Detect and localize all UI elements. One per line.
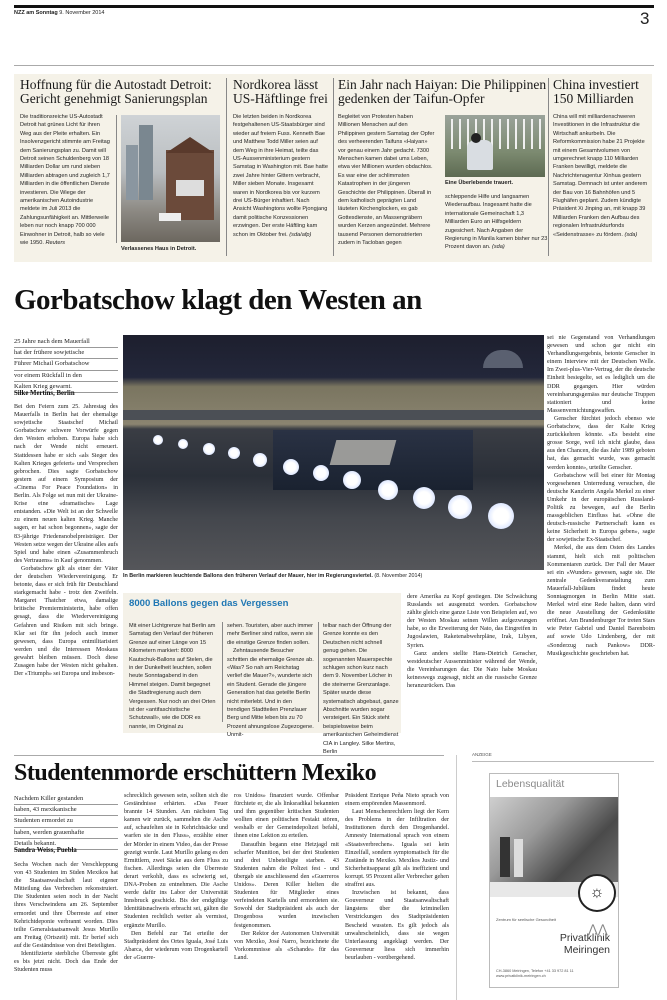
ad-tagline: Zentrum für seelische Gesundheit <box>496 917 557 922</box>
mountain-logo-icon: ⋀⋀ <box>588 922 608 936</box>
article-author: Silke Mertins, Berlin <box>14 390 75 397</box>
detroit-photo <box>121 115 220 242</box>
brief-haiyan <box>338 78 548 106</box>
article-column-4: Präsident Enrique Peña Nieto sprach von einem empörenden Massenmord. Laut Menschenrechtlern liegt der Kern des Problems in der Infiltration der Institutionen durch den Drogenhandel. Amnesty International sprach von einem «Staatsverbrechen». Iguala sei kein Einzelfall, sondern symptomatisch für die Zustände in Mexiko. Mexikos Justiz- und Sicherheitsapparat gilt als ineffizient und korrupt. 95 Prozent aller Verbrecher gehen straffrei aus. Inzwischen ist bekannt, dass Gouverneur und Staatsanwaltschaft längstens über die kriminellen Verstrickungen des Stadtpräsidenten Bescheid wussten. Es gilt jedoch als unwahrscheinlich, dass sie wegen Unterlassung angeklagt werden. Der Gouverneur liess sich immerhin beurlauben - vorübergehend. <box>345 793 449 961</box>
column-rule <box>318 622 319 722</box>
roof-shape <box>166 137 214 153</box>
article-column-1: Sechs Wochen nach der Verschleppung von 43 Studenten im Süden Mexikos hat die Staatsanwaltschaft laut eigener Mitteilung das Verbrechen rekonstruiert. Die Studenten seien noch in der Nacht ihres Verschwindens am 26. September ermordet und ihre Überreste auf einer Kehrichtdeponie verbrannt worden. Dies teilte Generalstaatsanwalt Jesus Murillo am Freitag (Ortszeit) mit. Er berief sich auf die Geständnisse von drei Beteiligten. Identifizierte sterbliche Überreste gibt es bis jetzt nicht. Doch das Ende der Studenten muss <box>14 862 118 974</box>
article-lead: 25 Jahre nach dem Mauerfall hat der frühere sowjetische Führer Michail Gorbatschow vor einem Rückfall in den Kalten Krieg gewarnt. <box>14 337 118 393</box>
balloon <box>313 465 329 481</box>
article-column-2: dere Amerika zu Kopf gestiegen. Die Schwächung Russlands sei ausgenutzt worden. Gorbatschow zählte gleich eine ganze Liste von Beispielen auf, wo der Westen Moskau seinen Willen aufgezwungen habe, so die Erweiterung der Nato, das Eingreifen in Jugoslawien, Raketenabwehrpläne, Irak, Libyen, Syrien. Ganz anders stellte Hans-Dietrich Genscher, westdeutscher Aussenminister während der Wende, die Vereinbarungen dar. Die Nato habe Moskau keineswegs zugesagt, nicht an die russische Grenze heranzurücken. Das <box>407 594 537 690</box>
section-divider <box>14 65 654 66</box>
balloon <box>228 447 240 459</box>
article-column-3: ros Unidos» finanziert wurde. Offenbar fürchtete er, die als linksradikal bekannten und ihm gegenüber kritischen Studenten wollten einen politischen Festakt stören, weshalb er der Gemeindepolizei befahl, ihnen eine Lektion zu erteilen. Daraufhin begann eine Hetzjagd mit scharfer Munition, bei der drei Studenten und drei Unbeteiligte starben. 43 Studenten nahm die Polizei fest - und übergab sie anschliessend den «Guerreros Unidos». Deren Killer hielten die Studenten für Mitglieder eines verfeindeten Kartells und ermordeten sie. Sowohl der Stadtpräsident als auch der Drogenboss wurden inzwischen festgenommen. Der Rektor der Autonomen Universität von Mexiko, José Narro, bezeichnete die Vorkommnisse als «Schande» für das Land. <box>234 793 339 961</box>
brief-detroit <box>20 78 220 106</box>
column-rule <box>226 78 227 256</box>
brief-headline[interactable]: China investiert 150 Milliarden <box>553 77 639 106</box>
person-shape <box>514 839 523 877</box>
balloon <box>253 453 267 467</box>
brief-china <box>553 78 648 106</box>
balloon <box>488 503 514 529</box>
photo-caption: Verlassenes Haus in Detroit. <box>121 246 197 252</box>
brief-text-continued: schleppende Hilfe und langsamen Wiederaufbau. Insgesamt hatte die internationale Gemeinschaft 1,3 Milliarden Euro an Hilfsgeldern zugesichert. Nach Angaben der Regierung in Manila kamen bisher nur 23 Prozent davon an. (sda) <box>445 194 548 251</box>
main-headline[interactable]: Gorbatschow klagt den Westen an <box>14 284 422 316</box>
mourner-shape <box>467 140 493 170</box>
article-column-1: Bei den Feiern zum 25. Jahrestag des Mauerfalls in Berlin hat der ehemalige sowjetische Staatschef Michail Gorbatschow schwere Vorwürfe gegen den Westen erhoben. Europa habe sich nach der Wende nicht erneuert. Stattdessen habe er sich «als Sieger des Kalten Krieges gefeiert» und Versprechen gebrochen. Dies sagte Gorbatschow gestern auf einem Symposium der «Cinema For Peace Foundation» in Berlin. Als Folge sei nun mit der Ukraine-Krise eine «dramatische» Lage entstanden. «Die Welt ist an der Schwelle zu einem neuen kalten Krieg. Manche sagen, er hat schon begonnen», sagte der 83-jährige Friedensnobelpreisträger. Der Westen setze wegen der Ukraine alles aufs Spiel und habe einen «Zusammenbruch des Vertrauens» in Kauf genommen. Gorbatschow gilt als einer der Väter der deutschen Wiedervereinigung. Er betonte, dass er sich früh für Deutschland starkgemacht habe - trotz den Zweifeln. Margaret Thatcher etwa, damalige britische Premierministerin, habe offen gesagt, dass die Wiedervereinigung Gefahren und Risiken mit sich bringe. Klar sei für ihn jedoch auch immer gewesen, dass Europa entmilitarisiert werden und die Interessen Moskaus gewahrt bleiben müssen. Doch diese Zusagen habe der Westen nicht gehalten. Der «Triumph» sei Europa und insbeson- <box>14 404 118 678</box>
truck-shape <box>159 213 181 221</box>
masthead <box>14 10 104 16</box>
mourner-head <box>471 133 481 143</box>
brief-text: Begleitet von Protesten haben Millionen Menschen auf den Philippinen gestern Samstag der Opfer des verheerenden Taifuns «Haiyan» vor genau einem Jahr gedacht. 7300 Menschen kamen dabei ums Leben, etwa vier Millionen wurden obdachlos. Es war eine der schlimmsten Katastrophen in der jüngeren Geschichte der Philippinen. Überall in dem katholisch geprägten Land läuteten Kirchenglocken, es gab Gottesdienste, an Massengräbern wurden Kerzen angezündet. Mehrere tausend Personen demonstrierten zudem in Tacloban gegen <box>338 114 435 247</box>
column-rule <box>222 622 223 722</box>
photo-caption: Eine Überlebende trauert. <box>445 180 514 186</box>
haiyan-photo <box>445 115 545 177</box>
column-rule <box>548 78 549 256</box>
bridge-shape <box>123 410 544 420</box>
infobox-title[interactable]: 8000 Ballons gegen das Vergessen <box>129 598 289 609</box>
balloon <box>448 495 472 519</box>
porch-shape <box>176 180 204 196</box>
section-divider <box>14 755 444 756</box>
brief-text: Die letzten beiden in Nordkorea festgehaltenen US-Staatsbürger sind wieder auf freiem Fuss. Kenneth Bae und Matthew Todd Miller seien auf dem Weg in ihre Heimat, teilte das US-Aussenministerium gestern Samstag in Washington mit. Bae hatte zwei Jahre hinter Gittern verbracht, Miller sieben Monate. Insgesamt waren in Nordkorea bis vor kurzem drei US-Bürger inhaftiert. Nach Ansicht Washingtons wollte Pjongjang damit politische Konzessionen erzwingen. Der erste Häftling kam schon im Oktober frei. (sda/afp) <box>233 114 328 238</box>
balloon <box>203 443 215 455</box>
infobox-column-2: sehen. Touristen, aber auch immer mehr Berliner sind ratlos, wenn sie die einstige Grenze finden sollen. Zehntausende Besucher schritten die ehemalige Grenze ab. «Was? So nah am Reichstag verlief die Mauer?», wunderte sich ein Student. Gerade die jüngere Generation hat das geteilte Berlin nicht miterlebt. Und in den trendigen Stadtteilen Prenzlauer Berg und Mitte leben bis zu 70 Prozent ahnungslose Zugezogene. Unmit- <box>227 623 314 739</box>
ad-contact: CH-3860 Meiringen, Telefon +41 33 972 81 11 www.privatklinik-meiringen.ch <box>496 969 574 978</box>
second-headline[interactable]: Studentenmorde erschüttern Mexiko <box>14 760 377 786</box>
article-column-2: schrecklich gewesen sein, sollten sich die Geständnisse erhärten. «Das Feuer brannte 14 Stunden. Am nächsten Tag kamen wir zurück, sammelten die Asche auf, schaufelten sie in Kehrichtsäcke und warfen sie in den Fluss», erzählte einer der Mörder in einem Video, das der Presse gezeigt wurde. Laut Murillo gelang es den Ermittlern, zwei Säcke aus dem Fluss zu fischen. Allerdings seien die Überreste derart verkohlt, dass es schwierig sei, DNA-Proben zu entnehmen. Die Asche werde dafür ins Labor der Universität Innsbruck geschickt. Bis der endgültige Identitätsnachweis erbracht sei, gälten die Studenten rechtlich weiter als vermisst, ergänzte Murillo. Den Befehl zur Tat erteilte der Stadtpräsident des Ortes Iguala, José Luis Abarca, der wiederum vom Drogenkartell der «Guerre- <box>124 793 228 961</box>
balloon <box>413 487 435 509</box>
brief-text: Die traditionsreiche US-Autostadt Detroit hat grünes Licht für ihren Weg aus der Pleite erhalten. Ein Insolvenzgericht stimmte am Freitag dem Sanierungsplan zu. Damit will Detroit seinen Schuldenberg von 18 Milliarden Dollar um rund sieben Milliarden abtragen und zugleich 1,7 Milliarden in die öffentlichen Dienste investieren. Die Wiege der amerikanischen Autoindustrie meldete im Juli 2013 die Zahlungsunfähigkeit an. Mittlerweile leben nur noch knapp 700 000 Einwohner in Detroit, halb so viele wie 1950. Reuters <box>20 114 110 247</box>
column-rule <box>116 115 117 243</box>
paper-name: NZZ am Sonntag <box>14 10 58 16</box>
brief-headline[interactable]: Nordkorea lässt US-Häftlinge frei <box>233 77 328 106</box>
issue-date: 9. November 2014 <box>59 10 105 16</box>
page-number: 3 <box>640 9 650 28</box>
brief-headline[interactable]: Ein Jahr nach Haiyan: Die Philippinen gedenken der Taifun-Opfer <box>338 77 547 106</box>
column-rule <box>456 755 457 1000</box>
brief-nordkorea <box>233 78 328 106</box>
boat-shape <box>330 440 397 465</box>
infobox-column-3: telbar nach der Öffnung der Grenze konnte es den Deutschen nicht schnell genug gehen. Die sogenannten Mauerspechte schlugen schon kurz nach dem 9. November Löcher in die steinerne Grenzanlage. Später wurde diese systematisch abgebaut, ganze Abschnitte wurden sogar versteigert. Ein Stück steht beispielsweise beim amerikanischen Geheimdienst CIA in Langley. Silke Mertins, Berlin <box>323 623 399 756</box>
crosses-shape <box>445 119 545 149</box>
infobox-column-1: Mit einer Lichtgrenze hat Berlin am Samstag den Verlauf der früheren Grenze auf einer Länge von 15 Kilometern markiert: 8000 Kautschuk-Ballons auf Stelen, die in der Dunkelheit leuchten, sollen heute Sonntagabend in den Himmel steigen. Damit begegnet die Stadtregierung auch dem Vergessen. Nur noch an drei Orten ist der «antifaschistische Schutzwall», wie die DDR es nannte, im Original zu <box>129 623 216 730</box>
balloon <box>153 435 163 445</box>
advertisement[interactable] <box>489 773 619 988</box>
article-author: Sandra Weiss, Puebla <box>14 847 77 854</box>
balloon <box>343 471 361 489</box>
tower-shape <box>126 145 138 200</box>
article-column-3: sei nie Gegenstand von Verhandlungen gewesen und schon gar nicht ein Verhandlungsergebnis, betonte Genscher in einem Interview mit der Deutschen Welle. Im Zwei-plus-Vier-Vertrag, der die deutsche Einheit besiegelte, sei es lediglich um die DDR gegangen. Hier würden vereinbarungsgemäss nur deutsche Truppen stationiert und keine Massenvernichtungswaffen. Genscher fürchtet jedoch ebenso wie Gorbatschow, dass der Kalte Krieg zurückkehren könnte. «Es besteht eine grosse Sorge, weil ich nicht glaube, dass aus den Chancen, die das Jahr 1989 geboten hat, das gemacht wurde, was gemacht werden konnte», urteilte Genscher. Gorbatschow will bei einer für Montag vorgesehenen Unterredung versuchen, die deutsche Kanzlerin Angela Merkel zu einer Umkehr in der europäischen Russland-Politik zu bewegen, auf die Berlin massgeblichen Einfluss hat. «Ohne die deutsch-russische Partnerschaft kann es keine Sicherheit in Europa geben», sagte der sowjetische Ex-Staatschef. Merkel, die aus dem Osten des Landes stammt, hielt sich mit politischen Kommentaren zurück. Der Fall der Mauer sei ein «Wunder» gewesen, sagte sie. Die zentrale Gedenkveranstaltung zum Mauerfall-Jubiläum findet heute Sonntagmorgen in Berlin Mitte statt. Merkel wird eine Rede halten, dann wird die neue Ausstellung der Gedenkstätte eröffnet. Am Brandenburger Tor treten Stars wie Peter Gabriel und Daniel Barenboim auf sowie Udo Lindenberg, der mit «Sonderzug nach Pankow» DDR-Musikgeschichte geschrieben hat. <box>547 335 655 657</box>
reichstag-dome <box>483 350 523 368</box>
ad-title: Lebensqualität <box>496 778 565 790</box>
article-lead: Nachdem Killer gestanden haben, 43 mexikanische Studenten ermordet zu haben, werden grauenhafte Details bekannt. <box>14 794 118 850</box>
ad-brand: Privatklinik Meiringen <box>559 932 610 956</box>
column-rule <box>333 78 334 256</box>
photo-caption: In Berlin markieren leuchtende Ballons den früheren Verlauf der Mauer, hier im Regierungsviertel. (8. November 2014) <box>123 573 423 579</box>
sun-seal-icon: ☼ <box>578 874 616 912</box>
masthead-rule <box>14 5 654 8</box>
tower-shape <box>139 125 153 200</box>
balloon <box>178 439 188 449</box>
ad-rule <box>472 761 654 762</box>
person-shape <box>500 837 510 877</box>
brief-text: China will mit milliardenschweren Investitionen in die Infrastruktur die Wirtschaft ankurbeln. Die Reformkommission habe 21 Projekte mit einem Gesamtvolumen von umgerechnet knapp 110 Milliarden Franken bewilligt, meldete die Nachrichtenagentur Xinhua gestern Samstag. Demnach ist unter anderem der Bau von 16 Bahnhöfen und 5 Flughäfen geplant. Zudem kündigte Präsident Xi Jinping an, mit knapp 39 Milliarden Franken den Aufbau des regionalen Infrastrukturfonds «Seidenstrasse» zu fördern. (sda) <box>553 114 648 238</box>
berlin-photo <box>123 335 544 570</box>
brief-headline[interactable]: Hoffnung für die Autostadt Detroit: Gericht genehmigt Sanierungsplan <box>20 77 212 106</box>
balloon <box>283 459 299 475</box>
balloon <box>378 480 398 500</box>
ad-label: ANZEIGE <box>472 752 492 757</box>
